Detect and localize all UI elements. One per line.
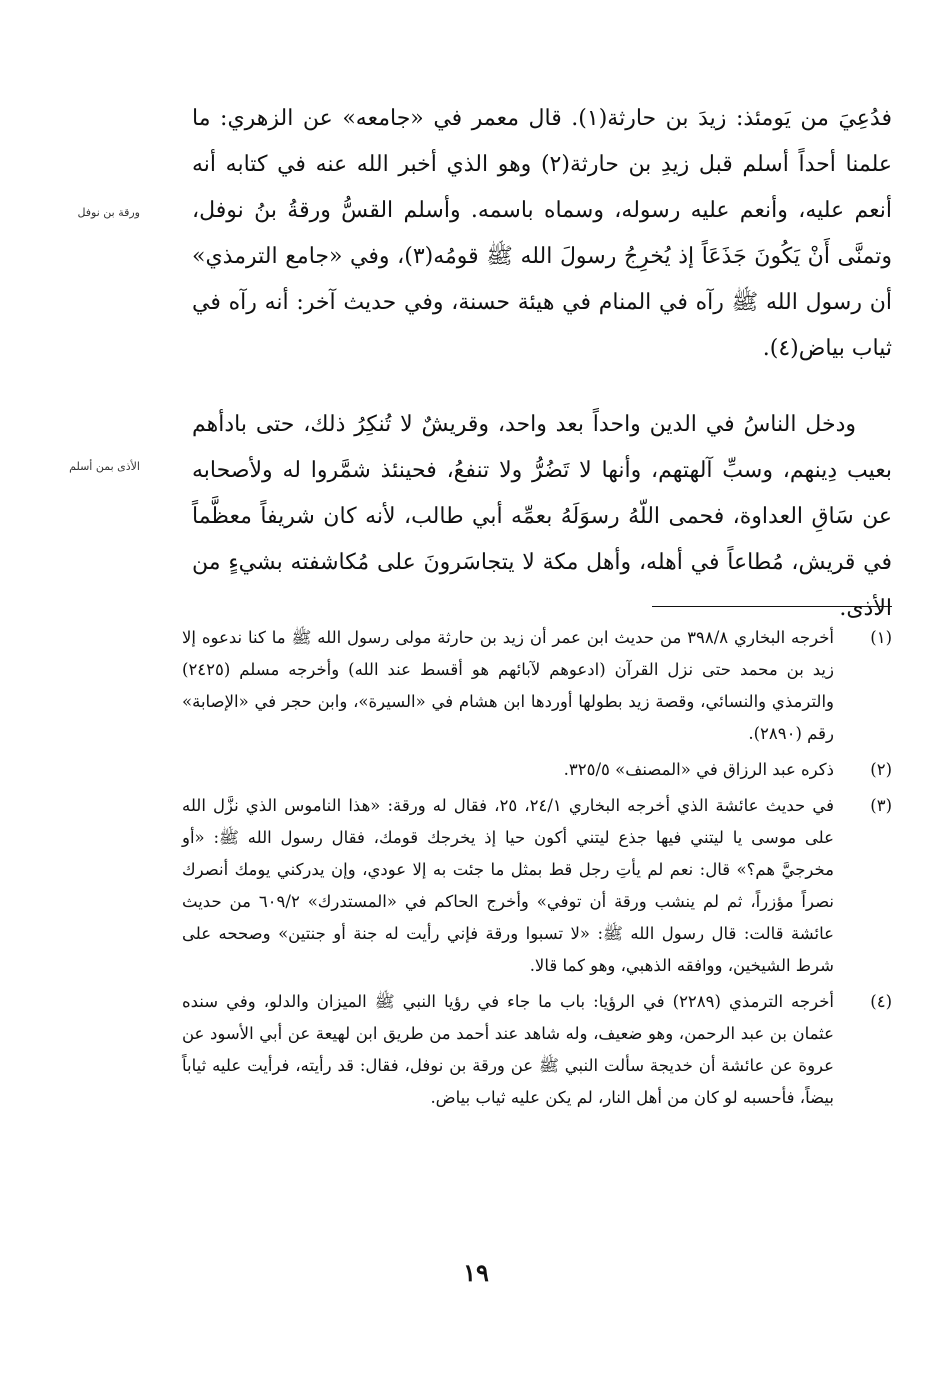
footnote-number: (٣) [870, 796, 892, 815]
footnote-2 [182, 754, 892, 786]
footnote-text: أخرجه البخاري ٣٩٨/٨ من حديث ابن عمر أن زيد بن حارثة مولى رسول الله ﷺ ما كنا ندعوه إلا زيد بن محمد حتى نزل القرآن (ادعوهم لآبائهم هو أقسط عند الله) وأخرجه مسلم (٢٤٢٥) والترمذي والنسائي، وقصة زيد بطولها أوردها ابن هشام في «السيرة»، وابن حجر في «الإصابة» رقم (٢٨٩٠). [182, 628, 834, 743]
page-number: ١٩ [463, 1258, 489, 1287]
footnote-1 [182, 622, 892, 750]
paragraph-2: ودخل الناسُ في الدين واحداً بعد واحد، وقريشٌ لا تُنكِرُ ذلك، حتى بادأهم بعيب دِينهم، وسبِّ آلهتهم، وأنها لا تَضُرُّ ولا تنفعُ، فحينئذ شمَّروا له ولأصحابه عن سَاقِ العداوة، فحمى اللّهُ رسوَلَهُ بعمِّه أبي طالب، لأنه كان شريفاً معظَّماً في قريش، مُطاعاً في أهله، وأهل مكة لا يتجاسَرونَ على مُكاشفته بشيءٍ من الأذى. [192, 412, 892, 621]
footnotes [182, 622, 892, 1118]
margin-note-waraqa: ورقة بن نوفل [77, 206, 140, 219]
margin-note-persecution: الأذى بمن أسلم [69, 460, 140, 473]
main-text [192, 96, 892, 632]
footnote-number: (٢) [870, 760, 892, 779]
footnote-text: ذكره عبد الرزاق في «المصنف» ٣٢٥/٥. [563, 760, 834, 779]
footnote-text: أخرجه الترمذي (٢٢٨٩) في الرؤيا: باب ما جاء في رؤيا النبي ﷺ الميزان والدلو، وفي سنده عثمان بن عبد الرحمن، وهو ضعيف، وله شاهد عند أحمد من طريق ابن لهيعة عن أبي الأسود عن عروة عن عائشة أن خديجة سألت النبي ﷺ عن ورقة بن نوفل، فقال: قد رأيته، فرأيت عليه ثياباً بيضاً، فأحسبه لو كان من أهل النار، لم يكن عليه ثياب بياض. [182, 992, 834, 1107]
footnote-number: (١) [870, 628, 892, 647]
footnote-number: (٤) [870, 992, 892, 1011]
footnote-text: في حديث عائشة الذي أخرجه البخاري ٢٤/١، ٢٥، فقال له ورقة: «هذا الناموس الذي نزَّل الله على موسى يا ليتني فيها جذع ليتني أكون حيا إذ يخرجك قومك، فقال رسول الله ﷺ: «أو مخرجيَّ هم؟» قال: نعم لم يأتِ رجل قط بمثل ما جئت به إلا عودي، وإن يدركني يومك أنصرك نصراً مؤزراً، ثم لم ينشب ورقة أن توفي» وأخرج الحاكم في «المستدرك» ٦٠٩/٢ من حديث عائشة قالت: قال رسول الله ﷺ: «لا تسبوا ورقة فإني رأيت له جنة أو جنتين» وصححه على شرط الشيخين، ووافقه الذهبي، وهو كما قالا. [182, 796, 834, 975]
footnote-separator [652, 606, 892, 607]
paragraph-1: فدُعِيَ من يَومئذ: زيدَ بن حارثة(١). قال معمر في «جامعه» عن الزهري: ما علمنا أحداً أسلم قبل زيدِ بن حارثة(٢) وهو الذي أخبر الله عنه في كتابه أنه أنعم عليه، وأنعم عليه رسوله، وسماه باسمه. وأسلم القسُّ ورقةُ بنُ نوفل، وتمنَّى أَنْ يَكُونَ جَذَعَاً إذ يُخرِجُ رسولَ الله ﷺ قومُه(٣)، وفي «جامع الترمذي» أن رسول الله ﷺ رآه في المنام في هيئة حسنة، وفي حديث آخر: أنه رآه في ثياب بياض(٤). [192, 106, 892, 361]
footnote-4 [182, 986, 892, 1114]
footnote-3 [182, 790, 892, 982]
